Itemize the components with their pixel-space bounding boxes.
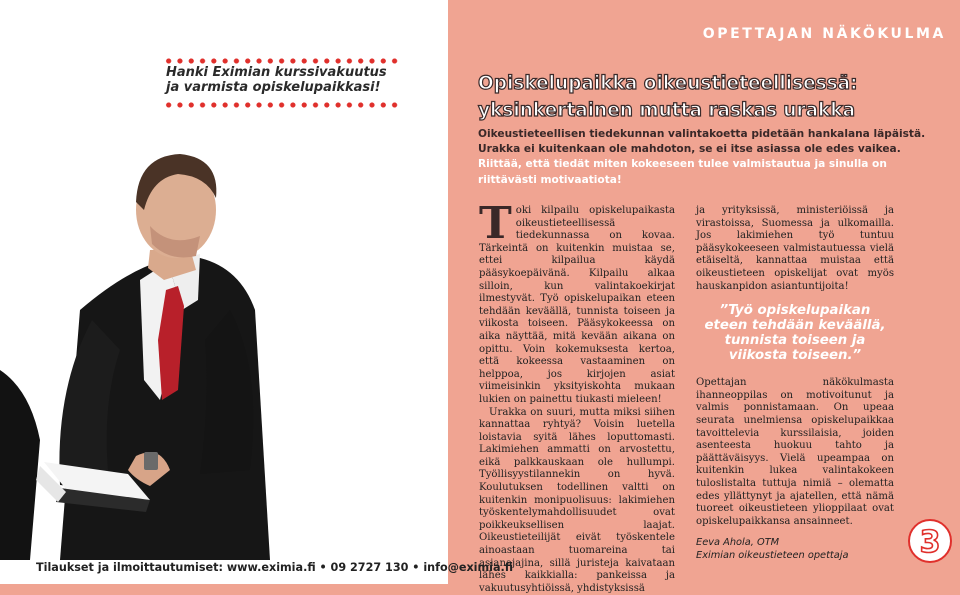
signature-title: Eximian oikeustieteen opettaja [696, 549, 894, 562]
promo-text [166, 66, 446, 95]
signature [696, 536, 894, 562]
article-lead [478, 127, 928, 188]
page-number: 3 [920, 525, 941, 560]
column-2-paragraph-1: ja yrityksissä, ministeriöissä ja virastoissa, Suomessa ja ulkomailla. Jos lakimiehen työ tuntuu pääsykokeeseen valmistautuessa vielä etäiseltä, kannattaa muistaa että oikeustieteen opiskelijat ovat myös hauskanpidon asiantuntijoita! [696, 205, 894, 293]
section-label: OPETTAJAN NÄKÖKULMA [703, 26, 946, 42]
column-1-paragraph-2: Urakka on suuri, mutta miksi siihen kannattaa ryhtyä? Voisin luetella loistavia syitä lähes loputtomasti. Lakimiehen ammatti on arvostettu, eikä palkkauskaan ole hullumpi. Työllisyystilannekin on hyvä. Koulutuksen todellinen valtti on kuitenkin monipuolisuus: lakimiehen työskentelymahdollisuudet ovat poikkeuksellisen laajat. Oikeustieteilijät eivät työskentele ainoastaan tuomareina tai asianajajina, sillä juristeja kaivataan lähes kaikkialla: pankeissa ja vakuutusyhtiöissä, yhdistyksissä [479, 407, 675, 595]
promo-line-2: ja varmista opiskelupaikkasi! [166, 81, 446, 96]
left-panel [0, 0, 448, 584]
lead-part-1: Oikeustieteellisen tiedekunnan valintakoetta pidetään hankalana läpäistä. [478, 128, 925, 140]
lead-part-3: Riittää, että tiedät miten kokeeseen tulee valmistautua ja sinulla on riittävästi motivaatiota! [478, 158, 887, 185]
dotted-rule-bottom [163, 101, 403, 109]
pull-quote: ”Työ opiskelupaikan eteen tehdään keväällä, tunnista toiseen ja viikosta toiseen.” [696, 303, 894, 363]
column-1-paragraph-1-text: oki kilpailu opiskelupaikasta oikeustieteellisessä tiedekunnassa on kovaa. Tärkeintä on kuitenkin muistaa se, ettei kilpailua käydä pääsykoepäivänä. Kilpailu alkaa silloin, kun valintakoekirjat ilmestyvät. Työ opiskelupaikan eteen tehdään keväällä, tunnista toiseen ja viikosta toiseen. Pääsykokeessa on aika näyttää, mitä kevään aikana on opittu. Voin kokemuksesta kertoa, että kokeessa vastaaminen on helppoa, jos kirjojen asiat viimeisinkin yksityiskohta mukaan lukien on painettu tiukasti mieleen! [479, 205, 675, 405]
column-1-paragraph-1 [479, 205, 675, 407]
page-number-badge [907, 518, 953, 564]
signature-name: Eeva Ahola, OTM [696, 536, 894, 549]
headline-line-1: Opiskelupaikka oikeustieteellisessä: [478, 70, 948, 97]
promo-line-1: Hanki Eximian kurssivakuutus [166, 66, 446, 81]
column-2-paragraph-2: Opettajan näkökulmasta ihanneoppilas on motivoitunut ja valmis ponnistamaan. On upeaa seurata unelmiensa opiskelupaikkaa tavoittelevia kurssilaisia, joiden asenteesta huokuu tahto ja päättäväisyys. Vielä upeampaa on kuitenkin lukea valintakokeen tuloslistalta tuttuja nimiä – olemattа edes yllättynyt ja ajatellen, että nämä tuoreet oikeustieteen ylioppilaat ovat opiskelupaikkansa ansainneet. [696, 377, 894, 528]
footer-contact: Tilaukset ja ilmoittautumiset: www.eximia.fi • 09 2727 130 • info@eximia.fi [36, 561, 513, 574]
lead-part-2: Urakka ei kuitenkaan ole mahdoton, se ei itse asiassa ole edes vaikea. [478, 143, 901, 155]
headline-line-2: yksinkertainen mutta raskas urakka [478, 97, 948, 124]
drop-cap: T [479, 205, 516, 241]
student-reading-photo [0, 140, 448, 560]
article-column-1 [479, 205, 675, 595]
article-column-2 [696, 205, 894, 562]
dotted-rule-top [163, 57, 403, 65]
article-headline [478, 70, 948, 124]
